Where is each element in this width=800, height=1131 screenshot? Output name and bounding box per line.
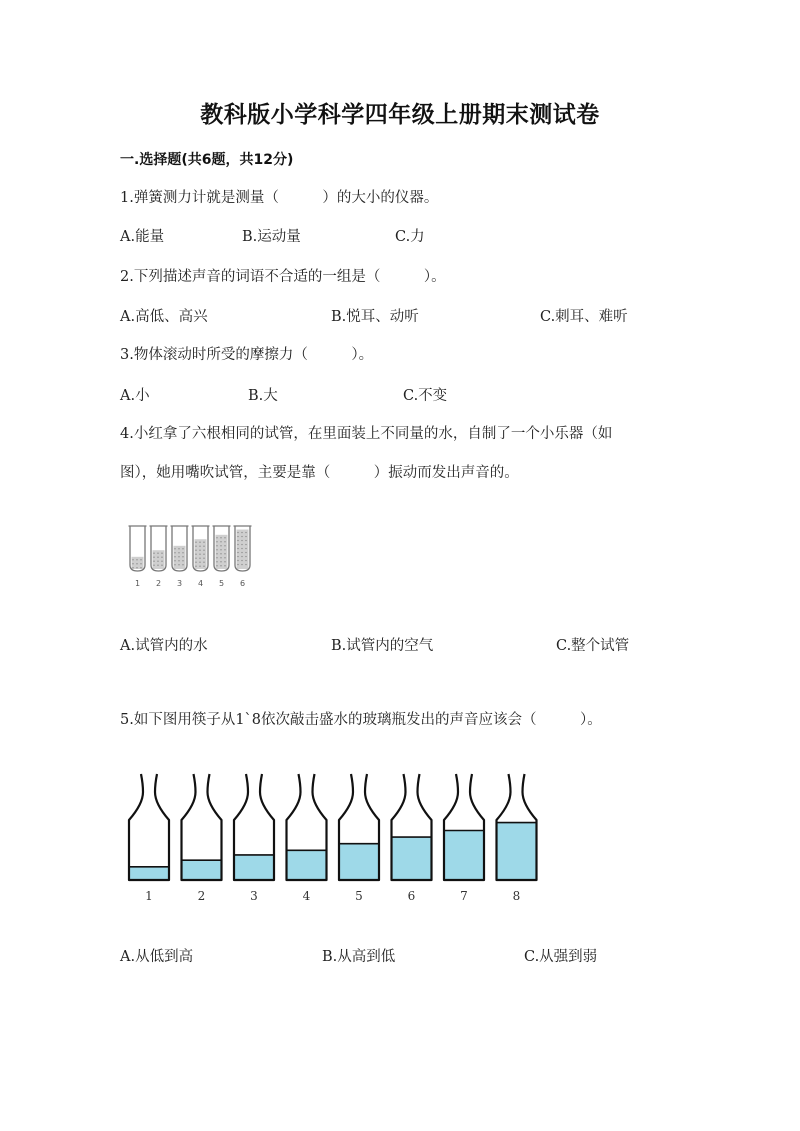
- glass-bottle: [497, 774, 537, 880]
- tube-label: 3: [176, 579, 183, 588]
- bottle-label: 5: [355, 889, 363, 903]
- test-tube: [171, 526, 189, 571]
- bottle-water: [287, 850, 327, 880]
- bottle-label: 7: [460, 889, 468, 903]
- page-title: 教科版小学科学四年级上册期末测试卷: [200, 102, 600, 128]
- question-3-text: 3.物体滚动时所受的摩擦力（ ）。: [120, 347, 374, 363]
- q3-option-b: B.大: [248, 388, 278, 404]
- q5-option-a: A.从低到高: [120, 949, 194, 965]
- bottle-water: [497, 823, 537, 880]
- test-tube: [213, 526, 231, 571]
- q3-option-c: C.不变: [403, 388, 448, 404]
- tube-label: 1: [134, 579, 141, 588]
- tube-water: [237, 530, 249, 569]
- bottle-label: 8: [512, 889, 521, 903]
- bottle-outline: [129, 774, 169, 880]
- bottle-water: [392, 837, 432, 880]
- tube-water: [216, 535, 228, 569]
- question-5-text: 5.如下图用筷子从1`8依次敲击盛水的玻璃瓶发出的声音应该会（ ）。: [120, 712, 602, 728]
- q1-option-a: A.能量: [120, 229, 165, 245]
- test-tube: [129, 526, 147, 571]
- question-4-text-line-2: 图），她用嘴吹试管，主要是靠（ ）振动而发出声音的。: [120, 465, 519, 481]
- q2-option-a: A.高低、高兴: [120, 309, 208, 325]
- bottles-figure: [118, 768, 568, 908]
- bottle-label: 3: [250, 889, 258, 903]
- q5-option-b: B.从高到低: [322, 949, 396, 965]
- test-tubes-figure: [126, 520, 266, 592]
- q1-option-b: B.运动量: [242, 229, 301, 245]
- question-2-text: 2.下列描述声音的词语不合适的一组是（ ）。: [120, 269, 446, 285]
- test-tube: [150, 526, 168, 571]
- question-4-text-line-1: 4.小红拿了六根相同的试管，在里面装上不同量的水，自制了一个小乐器（如: [120, 426, 613, 442]
- q3-option-a: A.小: [120, 388, 150, 404]
- bottle-label: 4: [302, 889, 311, 903]
- section-heading: 一.选择题(共6题，共12分): [120, 152, 294, 168]
- bottle-water: [234, 855, 274, 880]
- q2-option-b: B.悦耳、动听: [331, 309, 419, 325]
- bottle-label: 1: [145, 889, 153, 903]
- bottle-water: [129, 867, 169, 880]
- q1-option-c: C.力: [395, 229, 425, 245]
- glass-bottle: [287, 774, 327, 880]
- q4-option-c: C.整个试管: [556, 638, 630, 654]
- bottle-water: [444, 831, 484, 881]
- bottle-water: [182, 860, 222, 880]
- q2-option-c: C.刺耳、难听: [540, 309, 628, 325]
- q5-option-c: C.从强到弱: [524, 949, 598, 965]
- glass-bottle: [182, 774, 222, 880]
- bottle-label: 6: [407, 889, 416, 903]
- bottle-water: [339, 844, 379, 880]
- glass-bottle: [392, 774, 432, 880]
- tube-label: 5: [218, 579, 225, 588]
- bottle-label: 2: [197, 889, 206, 903]
- glass-bottle: [129, 774, 169, 880]
- glass-bottle: [444, 774, 484, 880]
- glass-bottle: [339, 774, 379, 880]
- question-1-text: 1.弹簧测力计就是测量（ ）的大小的仪器。: [120, 190, 439, 206]
- q4-option-a: A.试管内的水: [120, 638, 208, 654]
- test-tube: [234, 526, 252, 571]
- q4-option-b: B.试管内的空气: [331, 638, 434, 654]
- tube-label: 4: [197, 579, 204, 588]
- tube-label: 6: [239, 579, 246, 588]
- glass-bottle: [234, 774, 274, 880]
- tube-label: 2: [155, 579, 162, 588]
- test-tube: [192, 526, 210, 571]
